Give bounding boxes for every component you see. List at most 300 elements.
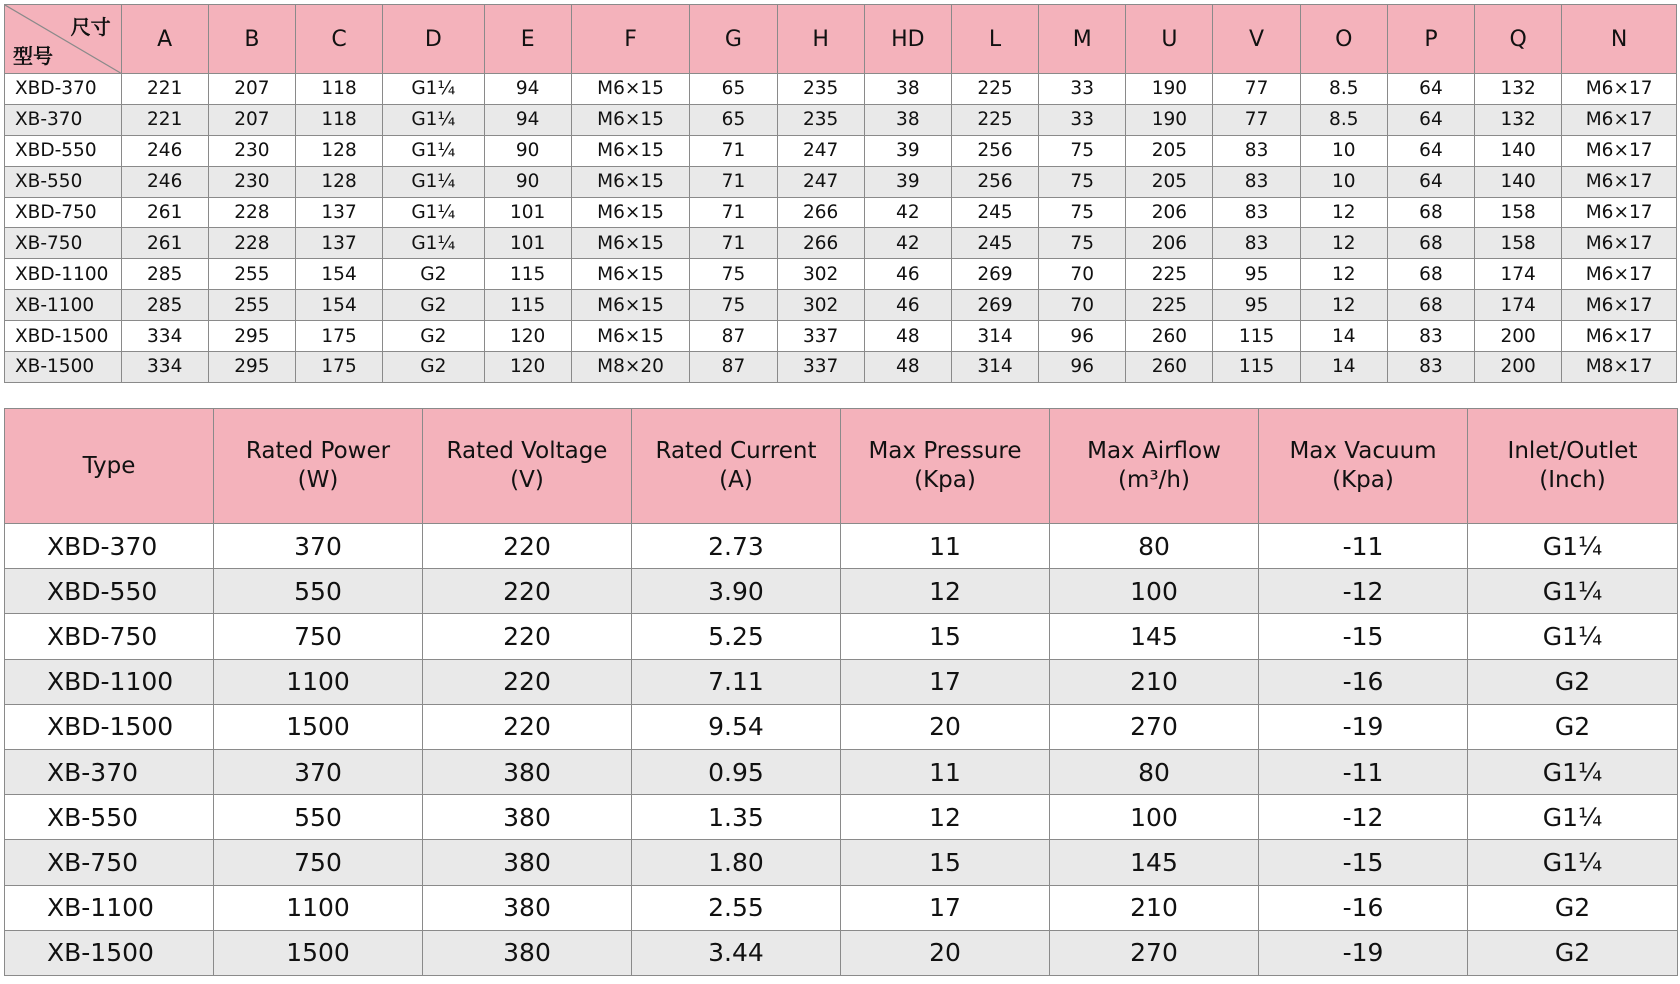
dimension-cell-c: 137 bbox=[295, 197, 382, 228]
dimension-cell-g: 71 bbox=[690, 166, 777, 197]
dimension-cell-b: 295 bbox=[208, 321, 295, 352]
header-unit: (Kpa) bbox=[1332, 467, 1394, 493]
dimension-cell-e: 94 bbox=[484, 74, 571, 105]
table-row bbox=[5, 569, 1678, 614]
dimension-cell-u: 190 bbox=[1126, 104, 1213, 135]
dimension-cell-m: 96 bbox=[1039, 352, 1126, 383]
spec-cell-rated-voltage: 220 bbox=[423, 614, 632, 659]
dimension-cell-m: 96 bbox=[1039, 321, 1126, 352]
column-header-m: M bbox=[1039, 5, 1126, 74]
dimension-cell-l: 256 bbox=[951, 166, 1038, 197]
dimension-cell-d: G1¼ bbox=[383, 135, 484, 166]
dimension-cell-f: M6×15 bbox=[571, 321, 690, 352]
dimension-cell-v: 83 bbox=[1213, 166, 1300, 197]
dimension-cell-p: 64 bbox=[1387, 104, 1474, 135]
spec-cell-rated-current: 1.80 bbox=[632, 840, 841, 885]
dimension-cell-v: 115 bbox=[1213, 321, 1300, 352]
dimension-cell-h: 302 bbox=[777, 290, 864, 321]
spec-cell-max-vacuum: -11 bbox=[1259, 749, 1468, 794]
dimension-header-row bbox=[5, 5, 1677, 74]
spec-cell-rated-voltage: 380 bbox=[423, 795, 632, 840]
spec-cell-max-pressure: 17 bbox=[841, 659, 1050, 704]
dimension-cell-a: 285 bbox=[121, 290, 208, 321]
dimension-cell-d: G2 bbox=[383, 290, 484, 321]
dimension-cell-v: 77 bbox=[1213, 74, 1300, 105]
dimension-cell-o: 10 bbox=[1300, 135, 1387, 166]
dimension-cell-d: G2 bbox=[383, 352, 484, 383]
column-header-f: F bbox=[571, 5, 690, 74]
dimension-cell-g: 75 bbox=[690, 259, 777, 290]
dimension-cell-b: 255 bbox=[208, 259, 295, 290]
dimension-cell-b: 207 bbox=[208, 74, 295, 105]
dimension-cell-h: 337 bbox=[777, 321, 864, 352]
model-cell: XB-1100 bbox=[5, 290, 122, 321]
table-row bbox=[5, 104, 1677, 135]
table-row bbox=[5, 795, 1678, 840]
dimension-cell-a: 285 bbox=[121, 259, 208, 290]
dimension-cell-d: G1¼ bbox=[383, 166, 484, 197]
spec-cell-rated-current: 2.73 bbox=[632, 524, 841, 569]
dimension-cell-e: 120 bbox=[484, 352, 571, 383]
dimension-cell-p: 64 bbox=[1387, 74, 1474, 105]
dimension-cell-h: 302 bbox=[777, 259, 864, 290]
dimension-cell-h: 266 bbox=[777, 228, 864, 259]
type-cell: XB-750 bbox=[5, 840, 214, 885]
dimension-cell-n: M6×17 bbox=[1562, 321, 1677, 352]
type-cell: XB-550 bbox=[5, 795, 214, 840]
spec-cell-max-vacuum: -19 bbox=[1259, 930, 1468, 975]
spec-cell-max-pressure: 20 bbox=[841, 930, 1050, 975]
corner-label-dimension: 尺寸 bbox=[70, 15, 111, 39]
dimension-cell-g: 71 bbox=[690, 135, 777, 166]
spec-cell-inlet-outlet: G1¼ bbox=[1468, 569, 1678, 614]
model-cell: XB-370 bbox=[5, 104, 122, 135]
dimension-cell-o: 14 bbox=[1300, 352, 1387, 383]
dimension-cell-u: 205 bbox=[1126, 135, 1213, 166]
type-cell: XBD-1500 bbox=[5, 704, 214, 749]
spec-cell-rated-power: 370 bbox=[214, 524, 423, 569]
table-row bbox=[5, 885, 1678, 930]
spec-header-rated-power bbox=[214, 409, 423, 524]
dimension-cell-b: 228 bbox=[208, 228, 295, 259]
dimension-cell-d: G2 bbox=[383, 321, 484, 352]
dimension-cell-o: 8.5 bbox=[1300, 74, 1387, 105]
dimension-cell-e: 90 bbox=[484, 166, 571, 197]
dimension-cell-q: 140 bbox=[1475, 135, 1562, 166]
spec-header-inlet-outlet bbox=[1468, 409, 1678, 524]
dimension-cell-a: 334 bbox=[121, 352, 208, 383]
dimension-cell-p: 64 bbox=[1387, 135, 1474, 166]
spec-cell-inlet-outlet: G1¼ bbox=[1468, 840, 1678, 885]
spec-cell-rated-power: 750 bbox=[214, 840, 423, 885]
dimension-cell-c: 118 bbox=[295, 74, 382, 105]
table-row bbox=[5, 614, 1678, 659]
spec-cell-max-airflow: 100 bbox=[1050, 569, 1259, 614]
dimension-cell-b: 295 bbox=[208, 352, 295, 383]
spec-cell-inlet-outlet: G2 bbox=[1468, 659, 1678, 704]
dimension-cell-g: 87 bbox=[690, 352, 777, 383]
dimension-cell-hd: 38 bbox=[864, 74, 951, 105]
spec-table-body bbox=[5, 524, 1678, 976]
table-row bbox=[5, 352, 1677, 383]
spec-header-max-pressure bbox=[841, 409, 1050, 524]
spec-cell-inlet-outlet: G2 bbox=[1468, 930, 1678, 975]
type-cell: XB-370 bbox=[5, 749, 214, 794]
dimension-cell-q: 158 bbox=[1475, 228, 1562, 259]
header-unit: (Inch) bbox=[1539, 467, 1606, 493]
type-cell: XB-1100 bbox=[5, 885, 214, 930]
dimension-cell-c: 118 bbox=[295, 104, 382, 135]
spec-cell-rated-power: 1100 bbox=[214, 659, 423, 704]
dimension-cell-v: 95 bbox=[1213, 259, 1300, 290]
dimension-cell-f: M6×15 bbox=[571, 197, 690, 228]
dimension-cell-q: 200 bbox=[1475, 321, 1562, 352]
spec-cell-max-vacuum: -15 bbox=[1259, 840, 1468, 885]
dimension-cell-o: 14 bbox=[1300, 321, 1387, 352]
corner-label-model: 型号 bbox=[13, 44, 53, 68]
spec-cell-max-vacuum: -16 bbox=[1259, 659, 1468, 704]
column-header-h: H bbox=[777, 5, 864, 74]
dimension-cell-q: 132 bbox=[1475, 104, 1562, 135]
dimension-cell-l: 256 bbox=[951, 135, 1038, 166]
spec-cell-inlet-outlet: G1¼ bbox=[1468, 795, 1678, 840]
spec-header-rated-voltage bbox=[423, 409, 632, 524]
dimension-cell-h: 235 bbox=[777, 104, 864, 135]
header-label: Inlet/Outlet bbox=[1507, 438, 1638, 464]
dimension-cell-g: 65 bbox=[690, 104, 777, 135]
table-row bbox=[5, 135, 1677, 166]
dimension-cell-b: 230 bbox=[208, 166, 295, 197]
column-header-n: N bbox=[1562, 5, 1677, 74]
dimension-cell-q: 132 bbox=[1475, 74, 1562, 105]
spec-cell-rated-voltage: 380 bbox=[423, 840, 632, 885]
table-row bbox=[5, 290, 1677, 321]
table-row bbox=[5, 228, 1677, 259]
dimension-cell-g: 71 bbox=[690, 197, 777, 228]
table-row bbox=[5, 930, 1678, 975]
dimension-cell-h: 235 bbox=[777, 74, 864, 105]
spec-cell-rated-voltage: 220 bbox=[423, 569, 632, 614]
dimension-cell-n: M6×17 bbox=[1562, 74, 1677, 105]
dimension-cell-p: 83 bbox=[1387, 352, 1474, 383]
spec-cell-rated-current: 9.54 bbox=[632, 704, 841, 749]
column-header-g: G bbox=[690, 5, 777, 74]
spec-table bbox=[4, 408, 1678, 976]
dimension-cell-l: 269 bbox=[951, 259, 1038, 290]
dimension-cell-hd: 38 bbox=[864, 104, 951, 135]
dimension-cell-v: 77 bbox=[1213, 104, 1300, 135]
spec-cell-rated-power: 550 bbox=[214, 795, 423, 840]
spec-cell-max-vacuum: -12 bbox=[1259, 569, 1468, 614]
column-header-p: P bbox=[1387, 5, 1474, 74]
dimension-cell-n: M6×17 bbox=[1562, 290, 1677, 321]
spec-cell-rated-power: 1500 bbox=[214, 930, 423, 975]
column-header-d: D bbox=[383, 5, 484, 74]
dimension-cell-p: 68 bbox=[1387, 290, 1474, 321]
dimension-cell-u: 205 bbox=[1126, 166, 1213, 197]
dimension-cell-v: 83 bbox=[1213, 135, 1300, 166]
table-row bbox=[5, 166, 1677, 197]
dimension-cell-c: 175 bbox=[295, 352, 382, 383]
dimension-cell-c: 128 bbox=[295, 166, 382, 197]
spec-cell-inlet-outlet: G1¼ bbox=[1468, 614, 1678, 659]
spec-cell-max-vacuum: -11 bbox=[1259, 524, 1468, 569]
header-label: Rated Current bbox=[655, 438, 817, 464]
dimension-cell-d: G1¼ bbox=[383, 104, 484, 135]
spec-cell-max-pressure: 20 bbox=[841, 704, 1050, 749]
column-header-b: B bbox=[208, 5, 295, 74]
model-cell: XBD-1100 bbox=[5, 259, 122, 290]
dimension-cell-o: 12 bbox=[1300, 290, 1387, 321]
dimension-cell-hd: 42 bbox=[864, 228, 951, 259]
dimension-cell-h: 247 bbox=[777, 166, 864, 197]
spec-cell-max-airflow: 80 bbox=[1050, 524, 1259, 569]
dimension-cell-c: 137 bbox=[295, 228, 382, 259]
spec-cell-rated-voltage: 220 bbox=[423, 524, 632, 569]
dimension-cell-a: 261 bbox=[121, 228, 208, 259]
spec-cell-max-airflow: 210 bbox=[1050, 659, 1259, 704]
dimension-cell-v: 115 bbox=[1213, 352, 1300, 383]
dimension-cell-p: 83 bbox=[1387, 321, 1474, 352]
spec-cell-max-pressure: 11 bbox=[841, 524, 1050, 569]
dimension-cell-c: 175 bbox=[295, 321, 382, 352]
spec-cell-max-vacuum: -19 bbox=[1259, 704, 1468, 749]
dimension-cell-u: 190 bbox=[1126, 74, 1213, 105]
spec-cell-rated-power: 750 bbox=[214, 614, 423, 659]
dimension-cell-q: 140 bbox=[1475, 166, 1562, 197]
model-cell: XB-750 bbox=[5, 228, 122, 259]
dimension-cell-v: 95 bbox=[1213, 290, 1300, 321]
type-cell: XBD-1100 bbox=[5, 659, 214, 704]
dimension-cell-c: 154 bbox=[295, 259, 382, 290]
dimension-cell-m: 75 bbox=[1039, 228, 1126, 259]
dimension-cell-d: G1¼ bbox=[383, 197, 484, 228]
dimension-cell-n: M8×17 bbox=[1562, 352, 1677, 383]
spec-cell-rated-voltage: 220 bbox=[423, 704, 632, 749]
header-unit: (Kpa) bbox=[914, 467, 976, 493]
dimension-cell-u: 260 bbox=[1126, 352, 1213, 383]
column-header-o: O bbox=[1300, 5, 1387, 74]
dimension-cell-g: 87 bbox=[690, 321, 777, 352]
dimension-cell-f: M6×15 bbox=[571, 104, 690, 135]
type-cell: XBD-750 bbox=[5, 614, 214, 659]
spec-cell-rated-current: 1.35 bbox=[632, 795, 841, 840]
dimension-cell-f: M6×15 bbox=[571, 74, 690, 105]
spec-cell-max-vacuum: -15 bbox=[1259, 614, 1468, 659]
spec-cell-max-pressure: 15 bbox=[841, 614, 1050, 659]
dimension-cell-f: M6×15 bbox=[571, 135, 690, 166]
dimension-cell-b: 228 bbox=[208, 197, 295, 228]
dimension-cell-l: 314 bbox=[951, 321, 1038, 352]
dimension-cell-hd: 42 bbox=[864, 197, 951, 228]
dimension-cell-m: 75 bbox=[1039, 166, 1126, 197]
model-cell: XBD-1500 bbox=[5, 321, 122, 352]
dimension-cell-h: 247 bbox=[777, 135, 864, 166]
dimension-cell-hd: 46 bbox=[864, 290, 951, 321]
spec-cell-max-pressure: 17 bbox=[841, 885, 1050, 930]
header-unit: (m³/h) bbox=[1118, 467, 1190, 493]
dimension-cell-o: 8.5 bbox=[1300, 104, 1387, 135]
column-header-e: E bbox=[484, 5, 571, 74]
dimension-cell-p: 68 bbox=[1387, 259, 1474, 290]
model-cell: XBD-370 bbox=[5, 74, 122, 105]
spec-cell-rated-power: 1100 bbox=[214, 885, 423, 930]
dimension-cell-d: G1¼ bbox=[383, 74, 484, 105]
dimension-cell-a: 334 bbox=[121, 321, 208, 352]
spec-cell-max-airflow: 100 bbox=[1050, 795, 1259, 840]
column-header-q: Q bbox=[1475, 5, 1562, 74]
dimension-cell-n: M6×17 bbox=[1562, 135, 1677, 166]
header-unit: (V) bbox=[510, 467, 544, 493]
dimension-cell-m: 33 bbox=[1039, 104, 1126, 135]
dimension-cell-hd: 39 bbox=[864, 166, 951, 197]
spec-cell-rated-current: 7.11 bbox=[632, 659, 841, 704]
spec-cell-rated-voltage: 380 bbox=[423, 885, 632, 930]
dimension-cell-a: 221 bbox=[121, 74, 208, 105]
dimension-cell-b: 230 bbox=[208, 135, 295, 166]
dimension-cell-l: 314 bbox=[951, 352, 1038, 383]
model-cell: XB-550 bbox=[5, 166, 122, 197]
dimension-cell-e: 120 bbox=[484, 321, 571, 352]
type-cell: XBD-370 bbox=[5, 524, 214, 569]
table-row bbox=[5, 524, 1678, 569]
dimension-cell-u: 225 bbox=[1126, 259, 1213, 290]
dimension-cell-o: 12 bbox=[1300, 259, 1387, 290]
spec-cell-max-airflow: 270 bbox=[1050, 930, 1259, 975]
dimension-cell-c: 128 bbox=[295, 135, 382, 166]
spec-cell-max-vacuum: -12 bbox=[1259, 795, 1468, 840]
dimension-cell-l: 269 bbox=[951, 290, 1038, 321]
dimension-cell-n: M6×17 bbox=[1562, 259, 1677, 290]
column-header-c: C bbox=[295, 5, 382, 74]
dimension-cell-v: 83 bbox=[1213, 197, 1300, 228]
dimension-cell-q: 174 bbox=[1475, 259, 1562, 290]
table-row bbox=[5, 840, 1678, 885]
header-unit: (W) bbox=[297, 467, 339, 493]
dimension-cell-m: 70 bbox=[1039, 259, 1126, 290]
spec-cell-inlet-outlet: G1¼ bbox=[1468, 524, 1678, 569]
dimension-cell-n: M6×17 bbox=[1562, 197, 1677, 228]
dimension-cell-h: 337 bbox=[777, 352, 864, 383]
dimension-cell-a: 221 bbox=[121, 104, 208, 135]
dimension-cell-u: 260 bbox=[1126, 321, 1213, 352]
dimension-cell-f: M6×15 bbox=[571, 228, 690, 259]
dimension-cell-l: 225 bbox=[951, 74, 1038, 105]
spec-cell-max-pressure: 15 bbox=[841, 840, 1050, 885]
dimension-cell-b: 255 bbox=[208, 290, 295, 321]
column-header-a: A bbox=[121, 5, 208, 74]
spec-cell-max-airflow: 80 bbox=[1050, 749, 1259, 794]
dimension-cell-f: M6×15 bbox=[571, 259, 690, 290]
dimension-cell-f: M6×15 bbox=[571, 290, 690, 321]
dimension-cell-m: 75 bbox=[1039, 197, 1126, 228]
table-row bbox=[5, 659, 1678, 704]
spec-cell-max-airflow: 210 bbox=[1050, 885, 1259, 930]
type-cell: XBD-550 bbox=[5, 569, 214, 614]
spec-cell-max-pressure: 11 bbox=[841, 749, 1050, 794]
spec-header-type bbox=[5, 409, 214, 524]
dimension-cell-c: 154 bbox=[295, 290, 382, 321]
spec-cell-max-airflow: 270 bbox=[1050, 704, 1259, 749]
dimension-cell-hd: 48 bbox=[864, 352, 951, 383]
dimension-cell-l: 245 bbox=[951, 228, 1038, 259]
dimension-cell-e: 101 bbox=[484, 228, 571, 259]
dimension-cell-o: 12 bbox=[1300, 197, 1387, 228]
dimension-cell-a: 261 bbox=[121, 197, 208, 228]
spec-cell-rated-current: 3.90 bbox=[632, 569, 841, 614]
spec-cell-rated-current: 3.44 bbox=[632, 930, 841, 975]
table-row bbox=[5, 74, 1677, 105]
spec-header-max-airflow bbox=[1050, 409, 1259, 524]
dimension-cell-p: 68 bbox=[1387, 197, 1474, 228]
column-header-l: L bbox=[951, 5, 1038, 74]
dimension-cell-l: 245 bbox=[951, 197, 1038, 228]
table-row bbox=[5, 749, 1678, 794]
spec-cell-inlet-outlet: G2 bbox=[1468, 885, 1678, 930]
dimension-table bbox=[4, 4, 1677, 383]
dimension-cell-a: 246 bbox=[121, 166, 208, 197]
dimension-cell-m: 70 bbox=[1039, 290, 1126, 321]
table-row bbox=[5, 197, 1677, 228]
dimension-cell-l: 225 bbox=[951, 104, 1038, 135]
type-cell: XB-1500 bbox=[5, 930, 214, 975]
dimension-cell-d: G1¼ bbox=[383, 228, 484, 259]
spec-header-row bbox=[5, 409, 1678, 524]
dimension-cell-m: 75 bbox=[1039, 135, 1126, 166]
corner-header-cell bbox=[5, 5, 122, 74]
column-header-v: V bbox=[1213, 5, 1300, 74]
spec-cell-rated-current: 2.55 bbox=[632, 885, 841, 930]
spec-cell-rated-power: 550 bbox=[214, 569, 423, 614]
spec-cell-rated-current: 0.95 bbox=[632, 749, 841, 794]
dimension-cell-q: 200 bbox=[1475, 352, 1562, 383]
header-unit: (A) bbox=[719, 467, 753, 493]
model-cell: XB-1500 bbox=[5, 352, 122, 383]
header-label: Type bbox=[82, 452, 136, 479]
header-label: Max Airflow bbox=[1087, 438, 1221, 464]
dimension-cell-n: M6×17 bbox=[1562, 228, 1677, 259]
dimension-table-body bbox=[5, 74, 1677, 383]
model-cell: XBD-750 bbox=[5, 197, 122, 228]
dimension-cell-n: M6×17 bbox=[1562, 104, 1677, 135]
spec-cell-max-airflow: 145 bbox=[1050, 840, 1259, 885]
dimension-cell-q: 174 bbox=[1475, 290, 1562, 321]
dimension-cell-b: 207 bbox=[208, 104, 295, 135]
spec-cell-inlet-outlet: G1¼ bbox=[1468, 749, 1678, 794]
dimension-cell-g: 75 bbox=[690, 290, 777, 321]
dimension-cell-f: M6×15 bbox=[571, 166, 690, 197]
dimension-cell-a: 246 bbox=[121, 135, 208, 166]
dimension-cell-hd: 48 bbox=[864, 321, 951, 352]
dimension-cell-e: 94 bbox=[484, 104, 571, 135]
spec-cell-rated-power: 370 bbox=[214, 749, 423, 794]
spec-header-rated-current bbox=[632, 409, 841, 524]
dimension-cell-u: 206 bbox=[1126, 228, 1213, 259]
dimension-cell-h: 266 bbox=[777, 197, 864, 228]
spec-cell-max-vacuum: -16 bbox=[1259, 885, 1468, 930]
dimension-cell-d: G2 bbox=[383, 259, 484, 290]
dimension-cell-q: 158 bbox=[1475, 197, 1562, 228]
spec-cell-rated-voltage: 380 bbox=[423, 930, 632, 975]
spec-cell-inlet-outlet: G2 bbox=[1468, 704, 1678, 749]
dimension-cell-hd: 39 bbox=[864, 135, 951, 166]
spec-cell-max-pressure: 12 bbox=[841, 795, 1050, 840]
table-row bbox=[5, 321, 1677, 352]
dimension-cell-e: 90 bbox=[484, 135, 571, 166]
dimension-cell-u: 206 bbox=[1126, 197, 1213, 228]
column-header-u: U bbox=[1126, 5, 1213, 74]
dimension-cell-e: 115 bbox=[484, 259, 571, 290]
